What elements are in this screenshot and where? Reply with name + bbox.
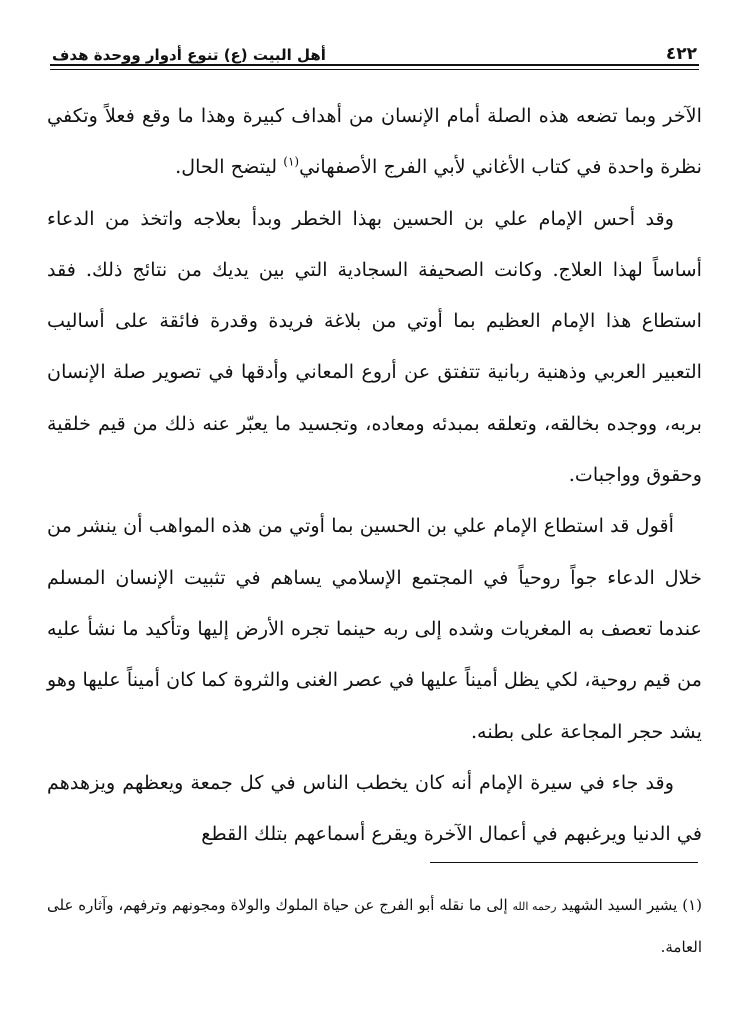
main-text <box>47 90 702 859</box>
footnote <box>47 885 702 967</box>
footnote-marker: (١) <box>682 896 703 914</box>
footnote-text-before: يشير السيد الشهيد <box>561 896 678 914</box>
page-header <box>52 30 697 64</box>
footnote-reference: (١) <box>283 154 300 169</box>
paragraph-4: وقد جاء في سيرة الإمام أنه كان يخطب الناس في كل جمعة ويعظهم ويزهدهم في الدنيا ويرغبهم في أعمال الآخرة ويقرع أسماعهم بتلك القطع <box>47 770 702 846</box>
paragraph-3: أقول قد استطاع الإمام علي بن الحسين بما أوتي من هذه المواهب أن ينشر من خلال الدعاء جواً روحياً في المجتمع الإسلامي يساهم في تثبيت الإنسان المسلم عندما تعصف به المغريات وشده إلى ربه حينما تجره الأرض إليها وتأكيد ما نشأ عليه من قيم روحية، لكي يظل أميناً عليها في عصر الغنى والثروة كما كان أميناً عليها وهو يشد حجر المجاعة على بطنه. <box>47 514 702 743</box>
page-number: ٤٢٢ <box>665 44 697 64</box>
paragraph-1-text: الآخر وبما تضعه هذه الصلة أمام الإنسان من أهداف كبيرة وهذا ما وقع فعلاً وتكفي نظرة واحدة في كتاب الأغاني لأبي الفرج الأصفهاني <box>47 104 702 179</box>
paragraph-1-end: ليتضح الحال. <box>175 155 284 179</box>
running-title: أهل البيت (ع) تنوع أدوار ووحدة هدف <box>52 46 326 64</box>
footnote-separator <box>430 862 698 863</box>
footnote-1 <box>47 885 702 967</box>
header-rule-thick <box>50 64 699 66</box>
paragraph-2: وقد أحس الإمام علي بن الحسين بهذا الخطر وبدأ بعلاجه واتخذ من الدعاء أساساً لهذا العلاج. وكانت الصحيفة السجادية التي بين يديك من نتائج ذلك. فقد استطاع هذا الإمام العظيم بما أوتي من بلاغة فريدة وقدرة فائقة على أساليب التعبير العربي وذهنية ربانية تتفتق عن أروع المعاني وأدقها في تصوير صلة الإنسان بربه، ووجده بخالقه، وتعلقه بمبدئه ومعاده، وتجسيد ما يعبّر عنه ذلك من قيم خلقية وحقوق وواجبات. <box>47 206 702 487</box>
honorific-glyph: رحمه الله <box>512 900 557 913</box>
paragraph-1 <box>47 90 702 193</box>
header-rule-thin <box>50 69 699 70</box>
footnote-text-after: إلى ما نقله أبو الفرج عن حياة الملوك والولاة ومجونهم وترفهم، وآثاره على العامة. <box>47 896 702 956</box>
